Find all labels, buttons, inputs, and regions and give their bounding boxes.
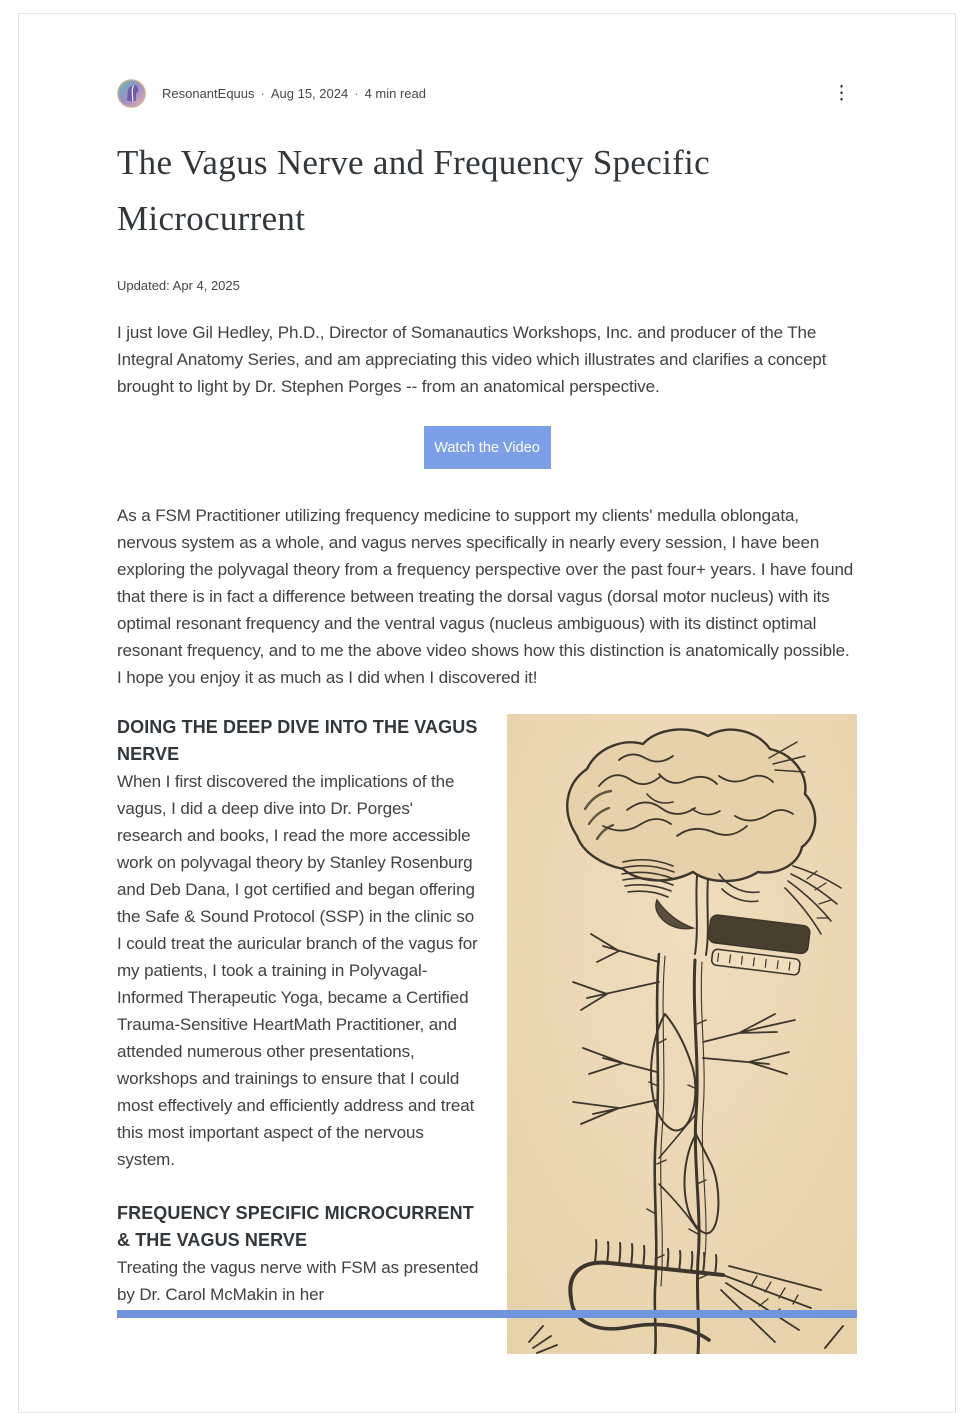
intro-paragraph: I just love Gil Hedley, Ph.D., Director of Somanautics Workshops, Inc. and producer of the The Integral Anatomy Series, and am appreciating this video which illustrates and clarifies a concept brought to light by Dr. Stephen Porges -- from an anatomical perspective.: [117, 323, 827, 396]
section-body-fsm: Treating the vagus nerve with FSM as presented by Dr. Carol McMakin in her: [117, 1258, 479, 1304]
updated-date: Updated: Apr 4, 2025: [117, 278, 240, 293]
fsm-paragraph: As a FSM Practitioner utilizing frequency medicine to support my clients' medulla oblongata, nervous system as a whole, and vagus nerves specifically in nearly every session, I have been exploring the polyvagal theory from a frequency perspective over the past four+ years. I have found that there is in fact a difference between treating the dorsal vagus (dorsal motor nucleus) with its optimal resonant frequency and the ventral vagus (nucleus ambiguous) with its distinct optimal resonant frequency, and to me the above video shows how this distinction is anatomically possible. I hope you enjoy it as much as I did when I discovered it!: [117, 506, 854, 687]
page-title: The Vagus Nerve and Frequency Specific Microcurrent: [117, 143, 710, 238]
section-body-deep-dive: When I first discovered the implications of the vagus, I did a deep dive into Dr. Porges' research and books, I read the more accessible work on polyvagal theory by Stanley Rosenburg and Deb Dana, I got certified and began offering the Safe & Sound Protocol (SSP) in the clinic so I could treat the auricular branch of the vagus for my patients, I took a training in Polyvagal-Informed Therapeutic Yoga, became a Certified Trauma-Sensitive HeartMath Practitioner, and attended numerous other presentations, workshops and trainings to ensure that I could most effectively and efficiently address and treat this most important aspect of the nervous system.: [117, 772, 478, 1169]
button-row: [117, 426, 857, 469]
section-heading-fsm: FREQUENCY SPECIFIC MICROCURRENT & THE VAGUS NERVE: [117, 1203, 474, 1250]
vagus-nerve-illustration[interactable]: [507, 714, 857, 1354]
post-header: [117, 79, 857, 108]
more-options-icon[interactable]: ⋮: [832, 82, 851, 104]
watch-video-button[interactable]: Watch the Video: [424, 426, 551, 469]
text-column: [117, 714, 479, 1354]
author-name[interactable]: ResonantEquus: [162, 86, 255, 101]
post-date: Aug 15, 2024: [270, 86, 349, 101]
author-avatar[interactable]: [117, 79, 146, 108]
post-meta: [162, 86, 426, 101]
two-column-section: [117, 714, 857, 1354]
read-time: 4 min read: [364, 86, 426, 101]
horse-logo-icon: [117, 79, 146, 108]
section-heading-deep-dive: DOING THE DEEP DIVE INTO THE VAGUS NERVE: [117, 717, 478, 764]
post-card: [18, 13, 956, 1413]
meta-separator: ·: [354, 86, 359, 101]
image-column: [507, 714, 857, 1354]
meta-separator: ·: [260, 86, 265, 101]
